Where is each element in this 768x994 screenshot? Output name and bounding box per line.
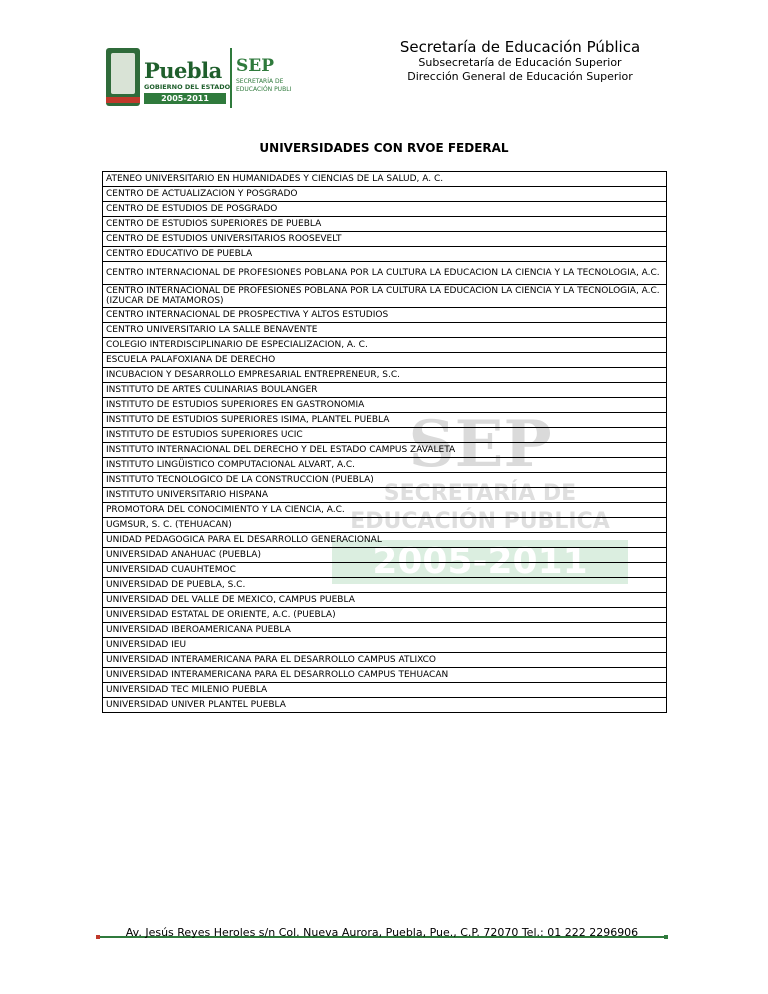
university-name-cell: INSTITUTO DE ESTUDIOS SUPERIORES UCIC [103, 428, 667, 443]
logo-sep-subtitle [236, 78, 291, 94]
page-footer [96, 926, 668, 942]
university-name-cell: CENTRO EDUCATIVO DE PUEBLA [103, 247, 667, 262]
university-name-cell: UNIVERSIDAD IBEROAMERICANA PUEBLA [103, 623, 667, 638]
table-row [103, 323, 667, 338]
document-title: UNIVERSIDADES CON RVOE FEDERAL [259, 141, 509, 155]
table-row [103, 383, 667, 398]
university-name-cell: CENTRO DE ESTUDIOS SUPERIORES DE PUEBLA [103, 217, 667, 232]
table-row [103, 563, 667, 578]
watermark-line-2: EDUCACIÓN PUBLICA [350, 509, 610, 534]
page-header [330, 38, 710, 84]
logo-sep-subtitle-line-2: EDUCACIÓN PUBLI [236, 86, 292, 93]
puebla-sep-logo [102, 44, 302, 112]
header-subtitle-2: Dirección General de Educación Superior [407, 70, 633, 83]
university-name-cell: INSTITUTO DE ESTUDIOS SUPERIORES EN GASTRONOMIA [103, 398, 667, 413]
table-row [103, 578, 667, 593]
university-name-cell: UNIVERSIDAD UNIVER PLANTEL PUEBLA [103, 698, 667, 713]
table-row [103, 353, 667, 368]
logo-years-badge: 2005-2011 [144, 93, 226, 104]
table-row [103, 338, 667, 353]
logo-sep-text: SEP [236, 56, 275, 76]
table-row [103, 308, 667, 323]
table-row [103, 683, 667, 698]
university-name-cell: UNIVERSIDAD INTERAMERICANA PARA EL DESARROLLO CAMPUS TEHUACAN [103, 668, 667, 683]
watermark-line-1: SECRETARÍA DE [383, 481, 577, 506]
university-name-cell: UNIVERSIDAD DEL VALLE DE MEXICO, CAMPUS PUEBLA [103, 593, 667, 608]
university-name-cell: UNIVERSIDAD ESTATAL DE ORIENTE, A.C. (PUEBLA) [103, 608, 667, 623]
table-row [103, 653, 667, 668]
table-row [103, 488, 667, 503]
table-row [103, 428, 667, 443]
table-row [103, 503, 667, 518]
table-row [103, 638, 667, 653]
footer-address: Av. Jesús Reyes Heroles s/n Col. Nueva Aurora, Puebla, Pue., C.P. 72070 Tel.: 01 222 2296906 [125, 926, 639, 939]
university-name-cell: CENTRO DE ESTUDIOS DE POSGRADO [103, 202, 667, 217]
table-row [103, 262, 667, 285]
state-seal-icon [106, 48, 140, 106]
university-name-cell: ESCUELA PALAFOXIANA DE DERECHO [103, 353, 667, 368]
table-row [103, 473, 667, 488]
university-name-cell: UNIVERSIDAD IEU [103, 638, 667, 653]
table-row [103, 458, 667, 473]
logo-sep-subtitle-line-1: SECRETARÍA DE [236, 78, 284, 85]
watermark-years: 2005-2011 [332, 540, 628, 584]
logo-gobierno-text: GOBIERNO DEL ESTADO [144, 83, 231, 91]
university-name-cell: INSTITUTO INTERNACIONAL DEL DERECHO Y DEL ESTADO CAMPUS ZAVALETA [103, 443, 667, 458]
header-subtitle-1: Subsecretaría de Educación Superior [418, 56, 622, 69]
table-row [103, 698, 667, 713]
logo-divider [230, 48, 232, 108]
table-row [103, 548, 667, 563]
university-name-cell: CENTRO DE ACTUALIZACION Y POSGRADO [103, 187, 667, 202]
university-name-cell: INSTITUTO DE ESTUDIOS SUPERIORES ISIMA, PLANTEL PUEBLA [103, 413, 667, 428]
table-row [103, 623, 667, 638]
university-name-cell: COLEGIO INTERDISCIPLINARIO DE ESPECIALIZACION, A. C. [103, 338, 667, 353]
university-name-cell: ATENEO UNIVERSITARIO EN HUMANIDADES Y CIENCIAS DE LA SALUD, A. C. [103, 172, 667, 187]
table-row [103, 398, 667, 413]
university-name-cell: CENTRO UNIVERSITARIO LA SALLE BENAVENTE [103, 323, 667, 338]
university-name-cell: UNIVERSIDAD DE PUEBLA, S.C. [103, 578, 667, 593]
university-name-cell: UNIVERSIDAD TEC MILENIO PUEBLA [103, 683, 667, 698]
table-row [103, 217, 667, 232]
logo-puebla-text: Puebla [144, 58, 222, 83]
university-name-cell: INSTITUTO TECNOLOGICO DE LA CONSTRUCCION (PUEBLA) [103, 473, 667, 488]
universities-table [102, 171, 667, 713]
university-name-cell: CENTRO INTERNACIONAL DE PROSPECTIVA Y ALTOS ESTUDIOS [103, 308, 667, 323]
university-name-cell: CENTRO INTERNACIONAL DE PROFESIONES POBLANA POR LA CULTURA LA EDUCACION LA CIENCIA Y LA TECNOLOGIA, A.C. (IZUCAR DE MATAMOROS) [103, 285, 667, 308]
watermark-sep: SEP [408, 407, 552, 482]
table-row [103, 172, 667, 187]
university-name-cell: UGMSUR, S. C. (TEHUACAN) [103, 518, 667, 533]
table-row [103, 202, 667, 217]
university-name-cell: PROMOTORA DEL CONOCIMIENTO Y LA CIENCIA, A.C. [103, 503, 667, 518]
header-title: Secretaría de Educación Pública [399, 38, 641, 56]
university-name-cell: INSTITUTO DE ARTES CULINARIAS BOULANGER [103, 383, 667, 398]
university-name-cell: UNIVERSIDAD ANAHUAC (PUEBLA) [103, 548, 667, 563]
university-name-cell: CENTRO DE ESTUDIOS UNIVERSITARIOS ROOSEVELT [103, 232, 667, 247]
table-row [103, 232, 667, 247]
university-name-cell: INCUBACION Y DESARROLLO EMPRESARIAL ENTREPRENEUR, S.C. [103, 368, 667, 383]
university-name-cell: UNIVERSIDAD INTERAMERICANA PARA EL DESARROLLO CAMPUS ATLIXCO [103, 653, 667, 668]
table-row [103, 533, 667, 548]
university-name-cell: UNIVERSIDAD CUAUHTEMOC [103, 563, 667, 578]
university-name-cell: INSTITUTO LINGÜISTICO COMPUTACIONAL ALVART, A.C. [103, 458, 667, 473]
university-name-cell: CENTRO INTERNACIONAL DE PROFESIONES POBLANA POR LA CULTURA LA EDUCACION LA CIENCIA Y LA TECNOLOGIA, A.C. [103, 262, 667, 285]
table-row [103, 668, 667, 683]
table-row [103, 593, 667, 608]
table-row [103, 608, 667, 623]
table-row [103, 518, 667, 533]
university-name-cell: UNIDAD PEDAGOGICA PARA EL DESARROLLO GENERACIONAL [103, 533, 667, 548]
university-name-cell: INSTITUTO UNIVERSITARIO HISPANA [103, 488, 667, 503]
table-row [103, 413, 667, 428]
table-row [103, 187, 667, 202]
table-row [103, 247, 667, 262]
table-row [103, 368, 667, 383]
table-row [103, 443, 667, 458]
table-row [103, 285, 667, 308]
